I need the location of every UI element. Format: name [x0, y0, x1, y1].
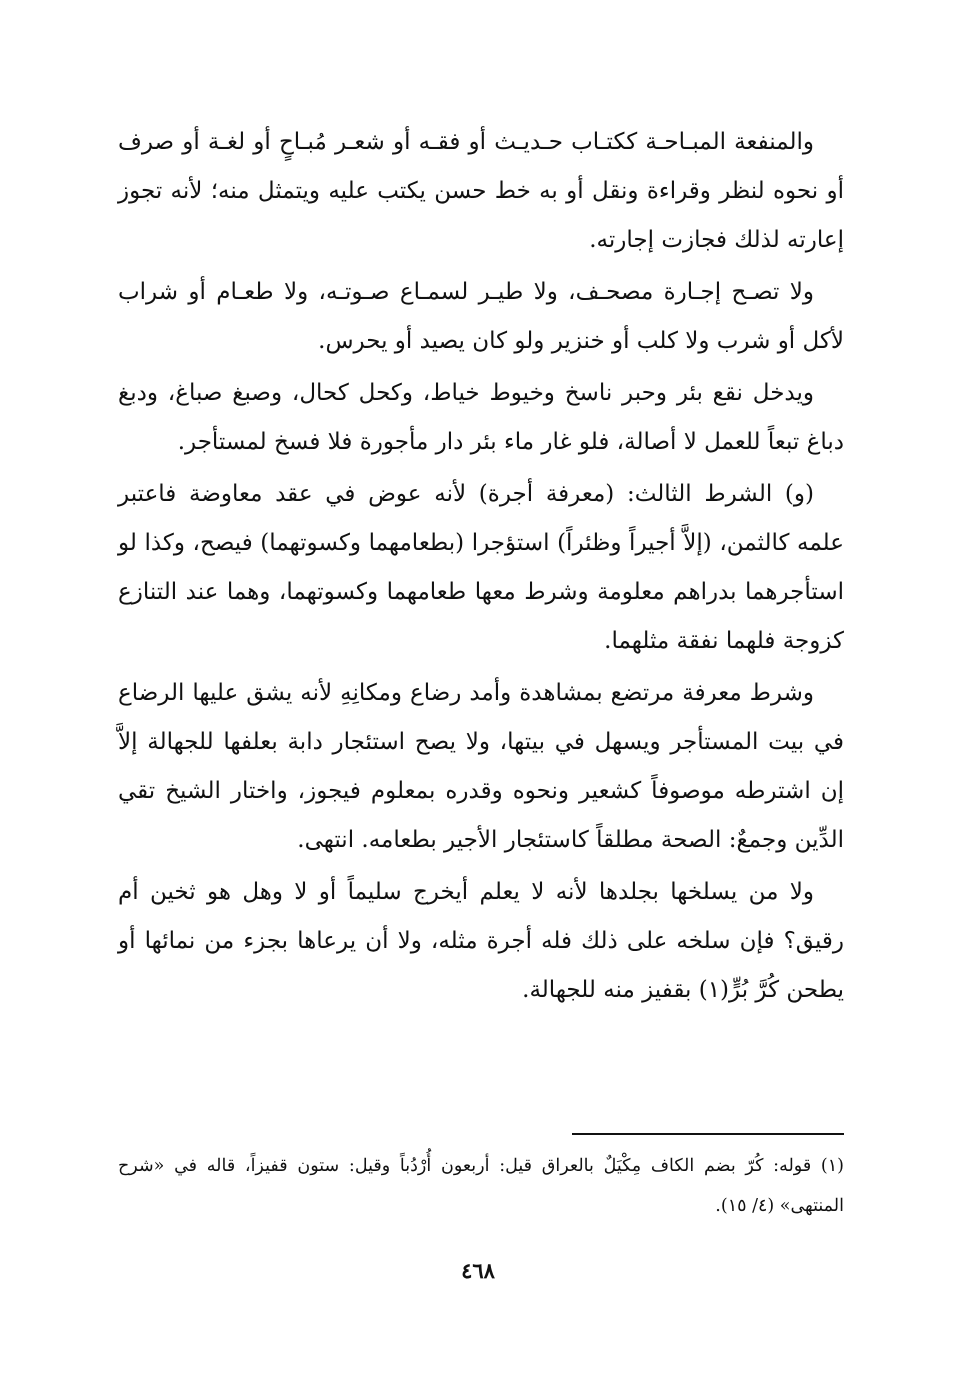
paragraph-2: ولا تصـح إجـارة مصحـف، ولا طيـر لسمـاع صـوتـه، ولا طعـام أو شراب لأكل أو شرب ولا كلب أو خنزير ولو كان يصيد أو يحرس. [118, 279, 844, 354]
paragraph-6: ولا من يسلخها بجلدها لأنه لا يعلم أيخرج سليماً أو لا وهل هو ثخين أم رقيق؟ فإن سلخه على ذلك فله أجرة مثله، ولا أن يرعاها بجزء من نمائها أو يطحن كُرَّ بُرٍّ(١) بقفيز منه للجهالة. [118, 879, 844, 1003]
footnote-separator [572, 1133, 844, 1135]
main-text [118, 118, 844, 1018]
footnote: (١) قوله: كُرّ بضم الكاف مِكْيَلٌ بالعراق قيل: أربعون أُرْدُباً وقيل: ستون قفيزاً، قاله في «شرح المنتهى» (٤/ ١٥). [118, 1156, 844, 1216]
paragraph-5: وشرط معرفة مرتضع بمشاهدة وأمد رضاع ومكانِهِ لأنه يشق عليها الرضاع في بيت المستأجر ويسهل في بيتها، ولا يصح استئجار دابة بعلفها للجهالة إلاَّ إن اشترطه موصوفاً كشعير ونحوه وقدره بمعلوم فيجوز، واختار الشيخ تقي الدِّين وجمعٌ: الصحة مطلقاً كاستئجار الأجير بطعامه. انتهى. [118, 680, 844, 853]
paragraph-1: والمنفعة المبـاحـة ككتـاب حـديـث أو فقـه أو شعـر مُبـاحٍ أو لغـة أو صرف أو نحوه لنظر وقراءة ونقل أو به خط حسن يكتب عليه ويتمثل منه؛ لأنه تجوز إعارته لذلك فجازت إجارته. [118, 129, 844, 253]
page-number: ٤٦٨ [461, 1258, 495, 1283]
paragraph-4: (و) الشرط الثالث: (معرفة أجرة) لأنه عوض في عقد معاوضة فاعتبر علمه كالثمن، (إلاَّ أجيراً وظئراً) استؤجرا (بطعامهما وكسوتهما) فيصح، وكذا لو استأجرهما بدراهم معلومة وشرط معها طعامهما وكسوتهما، وهما عند التنازع كزوجة فلهما نفقة مثلهما. [118, 481, 844, 654]
paragraph-3: ويدخل نقع بئر وحبر ناسخ وخيوط خياط، وكحل كحال، وصبغ صباغ، ودبغ دباغ تبعاً للعمل لا أصالة، فلو غار ماء بئر دار مأجورة فلا فسخ لمستأجر. [118, 380, 844, 455]
